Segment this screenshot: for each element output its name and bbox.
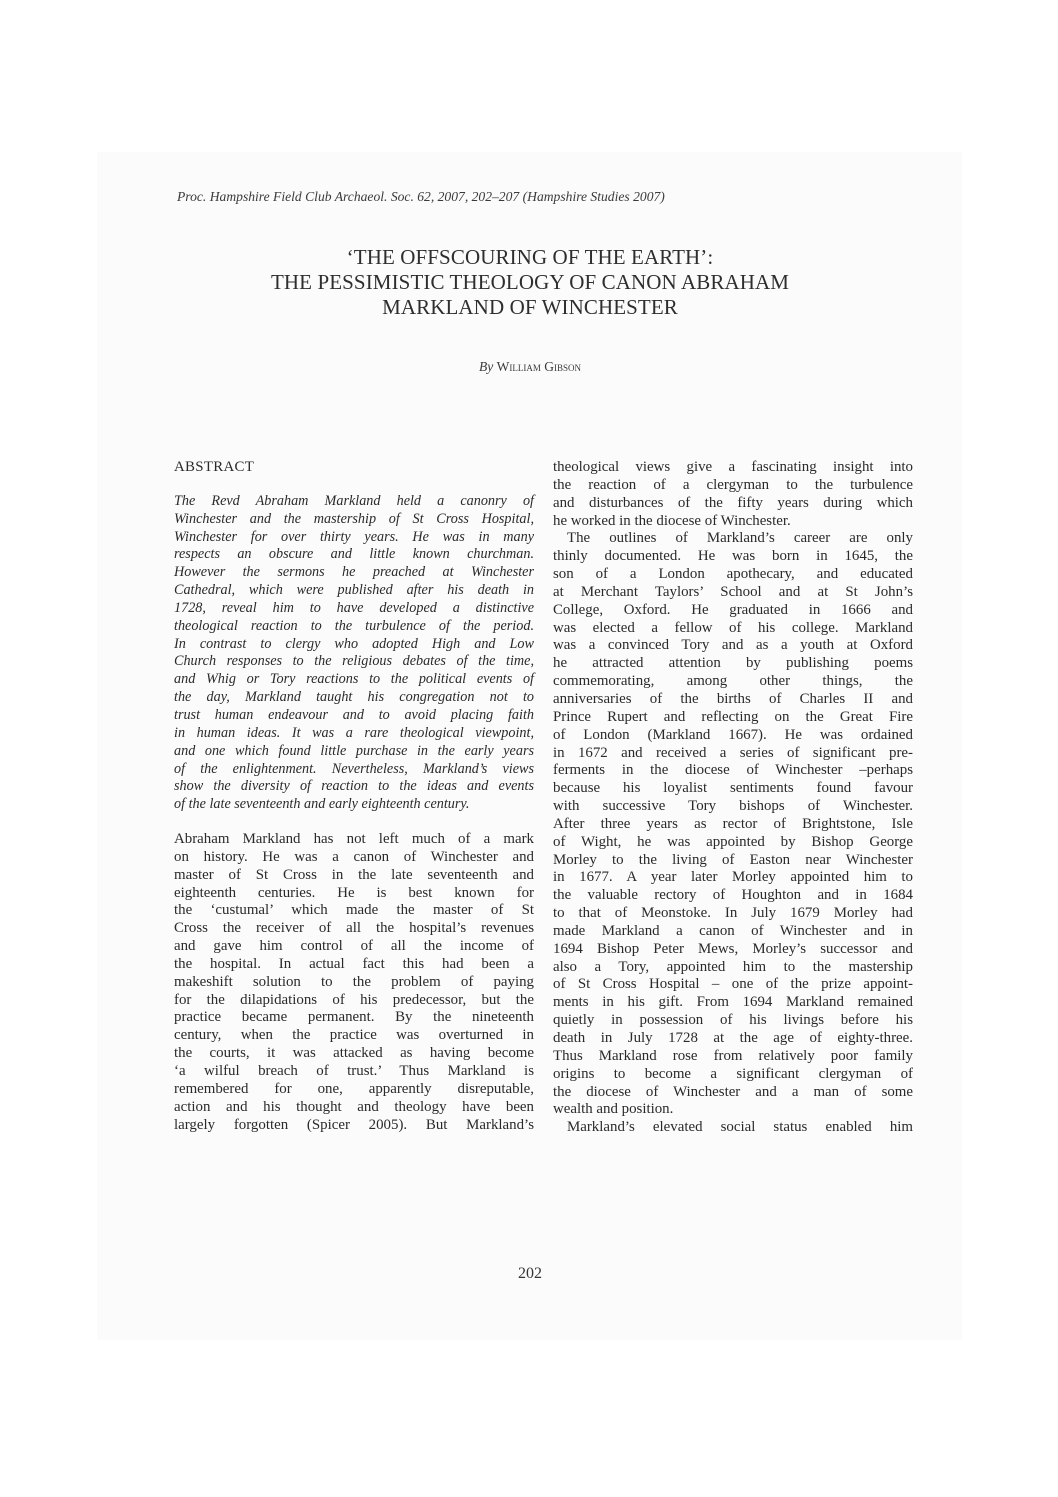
text-line: he attracted attention by publishing poems [553,655,913,672]
text-line: for the dilapidations of his predecessor, but the [174,991,534,1008]
text-line: Cathedral, which were published after his death in [174,582,534,599]
text-line: century, when the practice was overturned in [174,1027,534,1044]
text-line: he worked in the diocese of Winchester. [553,512,791,529]
text-line: 1728, reveal him to have developed a distinctive [174,599,534,616]
title-line: ‘THE OFFSCOURING OF THE EARTH’: [346,245,714,269]
text-line: However the sermons he preached at Winchester [174,564,534,581]
text-line: because his loyalist sentiments found favour [553,780,913,797]
text-line: and one which found little purchase in the early years [174,742,534,759]
text-line: and disturbances of the fifty years during which [553,494,913,511]
text-line: theological reaction to the turbulence of the period. [174,617,534,634]
text-line: Thus Markland rose from relatively poor family [553,1047,913,1064]
text-line: After three years as rector of Brightstone, Isle [553,815,913,832]
text-line: was elected a fellow of his college. Markland [553,619,913,636]
text-line: of Wight, he was appointed by Bishop George [553,833,913,850]
text-line: anniversaries of the births of Charles II and [553,690,913,707]
text-line: the courts, it was attacked as having become [174,1045,534,1062]
page-number: 202 [518,1265,542,1282]
text-line: Morley to the living of Easton near Winchester [553,851,913,868]
text-line: at Merchant Taylors’ School and at St John’s [553,583,913,600]
text-line: practice became permanent. By the nineteenth [174,1009,534,1026]
text-line: action and his thought and theology have been [174,1098,534,1115]
text-line: ‘a wilful breach of trust.’ Thus Markland is [174,1063,534,1079]
text-line: Markland’s elevated social status enabled him [567,1119,913,1136]
body-paragraph [553,1119,913,1137]
text-line: ments in his gift. From 1694 Markland remained [553,994,913,1011]
text-line: Church responses to the religious debates of the time, [174,653,534,670]
running-header: Proc. Hampshire Field Club Archaeol. Soc. 62, 2007, 202–207 (Hampshire Studies 2007) [177,189,665,204]
abstract-text [174,493,534,814]
text-line: theological views give a fascinating insight into [553,459,913,475]
text-line: The Revd Abraham Markland held a canonry of [174,492,534,509]
body-paragraph [553,530,913,1119]
text-line: the reaction of a clergyman to the turbulence [553,476,913,493]
title-line: MARKLAND OF WINCHESTER [382,295,678,319]
text-line: Prince Rupert and reflecting on the Great Fire [553,708,913,725]
text-line: In contrast to clergy who adopted High and Low [174,635,534,652]
text-line: respects an obscure and little known churchman. [174,546,534,563]
text-line: Winchester and the mastership of St Cross Hospital, [174,510,534,527]
text-line: also a Tory, appointed him to the mastership [553,958,913,975]
text-line: the diocese of Winchester and a man of some [553,1083,913,1100]
text-line: makeshift solution to the problem of paying [174,973,534,990]
text-line: of the late seventeenth and early eighteenth century. [174,796,470,813]
text-line: with successive Tory bishops of Winchester. [553,798,913,815]
text-line: in 1677. A year later Morley appointed him to [553,869,913,886]
text-line: to that of Meonstoke. In July 1679 Morley had [553,905,913,922]
text-line: eighteenth centuries. He is best known for [174,884,534,901]
body-paragraph [553,459,913,530]
text-line: thinly documented. He was born in 1645, the [553,548,913,565]
text-line: son of a London apothecary, and educated [553,566,913,583]
text-line: wealth and position. [553,1101,674,1118]
text-line: quietly in possession of his livings before his [553,1012,913,1029]
article-title [200,245,860,320]
text-line: the valuable rectory of Houghton and in 1684 [553,887,913,904]
text-line: ferments in the diocese of Winchester –perhaps [553,762,913,779]
text-line: 1694 Bishop Peter Mews, Morley’s successor and [553,940,913,957]
text-line: Abraham Markland has not left much of a mark [174,831,534,848]
text-line: on history. He was a canon of Winchester and [174,848,534,865]
text-line: The outlines of Markland’s career are only [567,530,913,547]
text-line: origins to become a significant clergyman of [553,1065,913,1082]
text-line: largely forgotten (Spicer 2005). But Markland’s [174,1116,534,1133]
author-name: William Gibson [496,359,581,374]
text-line: of St Cross Hospital – one of the prize appoint- [553,976,913,993]
text-line: Winchester for over thirty years. He was in many [174,528,534,545]
text-line: the hospital. In actual fact this had been a [174,955,534,972]
right-column [553,459,913,1137]
title-line: THE PESSIMISTIC THEOLOGY OF CANON ABRAHAM [270,270,790,294]
text-line: in human ideas. It was a rare theological viewpoint, [174,724,534,741]
text-line: made Markland a canon of Winchester and in [553,922,913,939]
text-line: the ‘custumal’ which made the master of St [174,902,534,919]
text-line: commemorating, among other things, the [553,673,913,690]
text-line: was a convinced Tory and as a youth at Oxford [553,637,913,654]
text-line: remembered for one, apparently disreputable, [174,1080,534,1097]
abstract-heading: ABSTRACT [174,459,255,475]
text-line: the day, Markland taught his congregation not to [174,689,534,706]
text-line: in 1672 and received a series of significant pre- [553,744,913,761]
text-line: College, Oxford. He graduated in 1666 and [553,601,913,618]
byline [340,359,720,375]
text-line: trust human endeavour and to avoid placing faith [174,706,534,723]
text-line: death in July 1728 at the age of eighty-three. [553,1030,913,1046]
body-paragraph [174,831,534,1134]
byline-by: By [479,359,494,374]
text-line: show the diversity of reaction to the ideas and events [174,778,534,795]
left-column [174,459,534,1134]
text-line: and Whig or Tory reactions to the political events of [174,671,534,688]
text-line: master of St Cross in the late seventeenth and [174,866,534,883]
text-line: and gave him control of all the income of [174,938,534,955]
text-line: of London (Markland 1667). He was ordained [553,726,913,743]
text-line: of the enlightenment. Nevertheless, Markland’s views [174,760,534,777]
text-line: Cross the receiver of all the hospital’s revenues [174,920,534,937]
